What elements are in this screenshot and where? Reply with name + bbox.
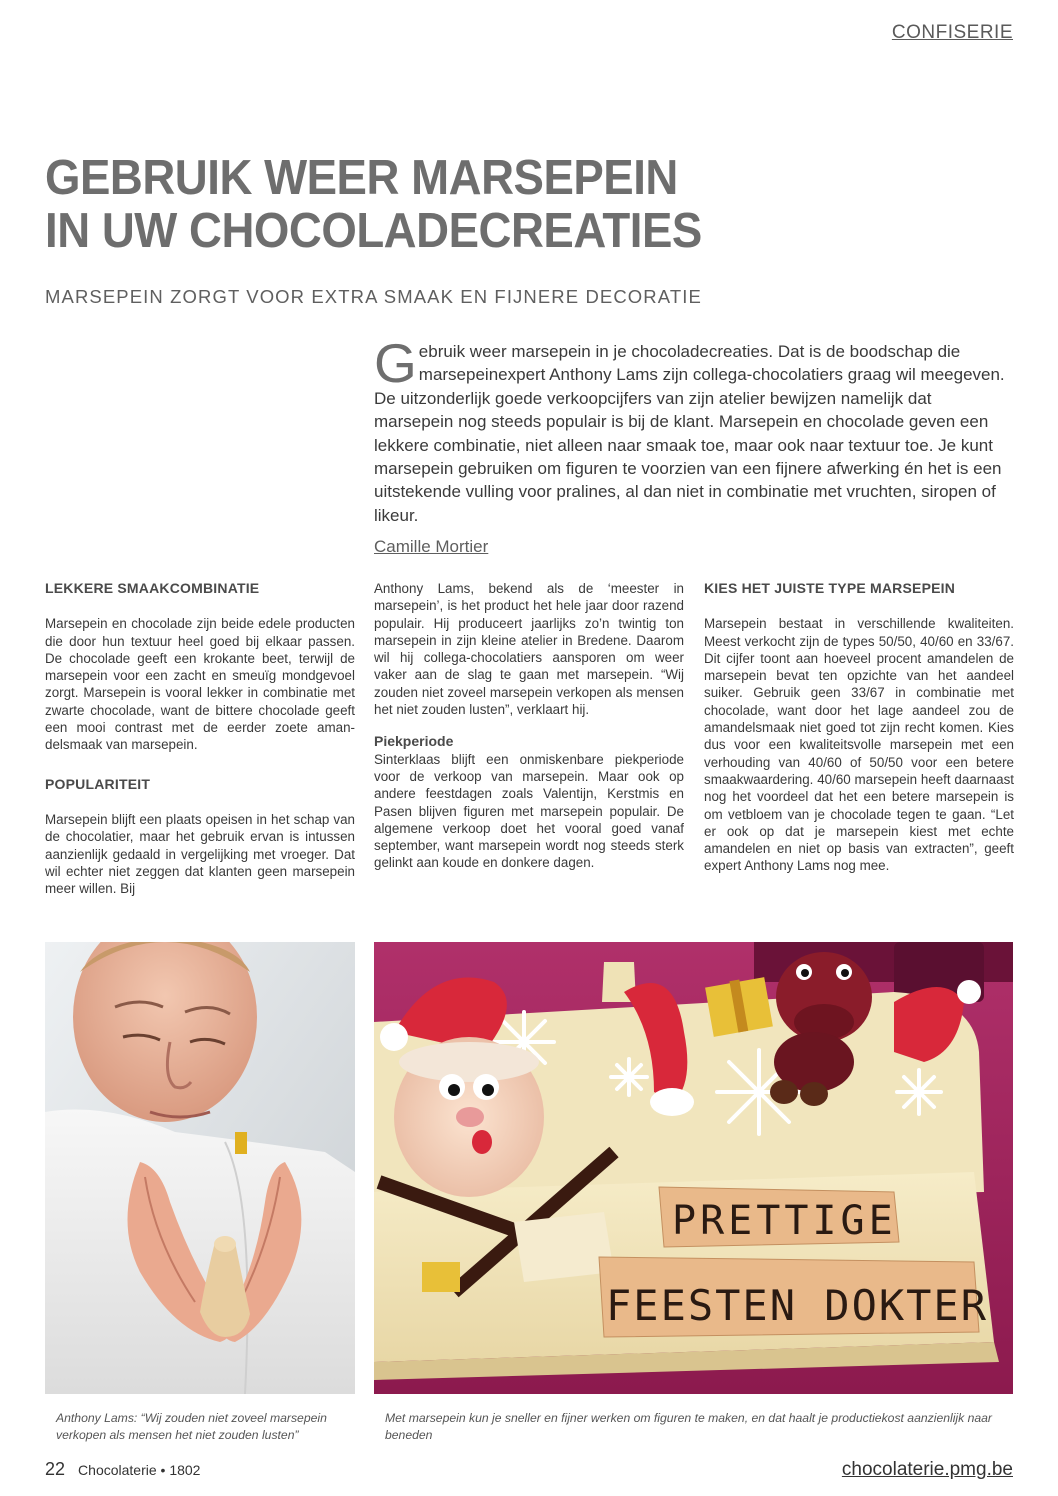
intro-text: ebruik weer marsepein in je chocoladecreaties. Dat is de boodschap die marsepeinexpert Anthony Lams zijn collega-chocolatiers graag wil meegeven. De uitzonderlijk goede verkoopcijfers van zijn atelier bewijzen namelijk dat marsepein nog steeds populair is bij de klant. Marsepein en chocolade geven een lekkere combinatie, niet alleen naar smaak toe, maar ook naar textuur toe. Je kunt marsepein gebruiken om figuren te voorzien van een fijnere afwerking én het is een uitstekende vulling voor pralines, al dan niet in combinatie met vruchten, siropen of likeur. [374,342,1005,525]
column-2 [374,580,684,888]
photo-christmas-creation [374,942,1013,1394]
caption-photo-1: Anthony Lams: “Wij zouden niet zoveel marsepein verkopen als mensen het niet zouden lusten” [56,1411,327,1442]
body-paragraph: Anthony Lams, bekend als de ‘meester in marsepein’, is het product het hele jaar door razend populair. Hij produceert jaarlijks zo’n twintig ton marsepein in zijn kleine atelier in Bredene. Daarom wil hij collega-chocolatiers aansporen om weer vaker aan de slag te gaan met marsepein. “Wij zouden niet zoveel marsepein verkopen als mensen het niet zouden lusten”, verklaart hij. [374,581,684,718]
heading-populariteit: POPULARITEIT [45,775,151,792]
body-paragraph: Marsepein blijft een plaats opeisen in het schap van de chocolatier, maar het gebruik ervan is intussen aanzienlijk gedaald in vergelijking met vroeger. Dat wil echter niet zeggen dat klanten geen marsepein meer willen. Bij [45,811,355,897]
subtitle: MARSEPEIN ZORGT VOOR EXTRA SMAAK EN FIJNERE DECORATIE [45,286,702,307]
column-3 [704,580,1014,891]
heading-lekkere-smaakcombinatie: LEKKERE SMAAKCOMBINATIE [45,580,260,596]
body-paragraph: Marsepein bestaat in verschillende kwaliteiten. Meest verkocht zijn de types 50/50, 40/60 en 33/67. Dit cijfer toont aan hoeveel procent amandelen de marsepein bevat ten opzichte van het aandeel suiker. Gebruik geen 33/67 in combinatie met chocolade, want door het lage aandeel zou de amandelsmaak niet goed tot zijn recht komen. Kies dus voor een kwaliteitsvolle marsepein met een verhouding van 40/60 of 50/50 voor een betere smaakwaardering. 40/60 marsepein heeft daarnaast nog het voordeel dat het een betere marsepein is om vetbloem van je chocolade tegen te gaan. “Let er ook op dat je marsepein kiest met echte amandelen en niet op basis van extracten”, geeft expert Anthony Lams nog mee. [704,616,1014,874]
body-paragraph: Sinterklaas blijft een onmiskenbare piekperiode voor de verkoop van marsepein. Maar ook op andere feestdagen zoals Valentijn, Kerstmis en Pasen blijven figuren met marsepein populair. De algemene verkoop doet het vooral goed vanaf september, want marsepein wordt nog steeds sterk gelinkt aan koude en donkere dagen. [374,751,684,871]
plaque-text-line2: FEESTEN DOKTER [606,1281,989,1330]
page-number: 22 [45,1459,66,1479]
section-tag: CONFISERIE [891,22,1013,43]
heading-piekperiode: Piekperiode [374,733,454,750]
column-1 [45,580,355,913]
author-byline: Camille Mortier [374,537,489,556]
heading-kies-type: KIES HET JUISTE TYPE MARSEPEIN [704,580,956,596]
intro-paragraph [374,332,1014,527]
body-paragraph: Marsepein en chocolade zijn beide edele producten die door hun textuur heel goed bij elkaar passen. De chocolade geeft een krokante beet, terwijl de marsepein voor een zacht en smeuïg mondgevoel zorgt. Marsepein is vooral lekker in combinatie met zwarte chocolade, want de bittere chocolade geeft een mooi contrast met de eerder zoete amandelsmaak van marsepein. [45,616,355,753]
footer-page-info [45,1459,200,1480]
magazine-issue: Chocolaterie • 1802 [78,1462,201,1478]
title-line-1: GEBRUIK WEER MARSEPEIN [45,151,678,205]
plaque-text-line1: PRETTIGE [672,1198,897,1244]
dropcap: G [374,332,417,394]
title-line-2: IN UW CHOCOLADECREATIES [45,204,702,258]
website-link[interactable]: chocolaterie.pmg.be [841,1459,1013,1480]
page-title [45,152,882,258]
photo-chef-anthony-lams [45,942,355,1394]
caption-photo-2: Met marsepein kun je sneller en fijner werken om figuren te maken, en dat haalt je productiekost aanzienlijk naar beneden [385,1411,992,1442]
